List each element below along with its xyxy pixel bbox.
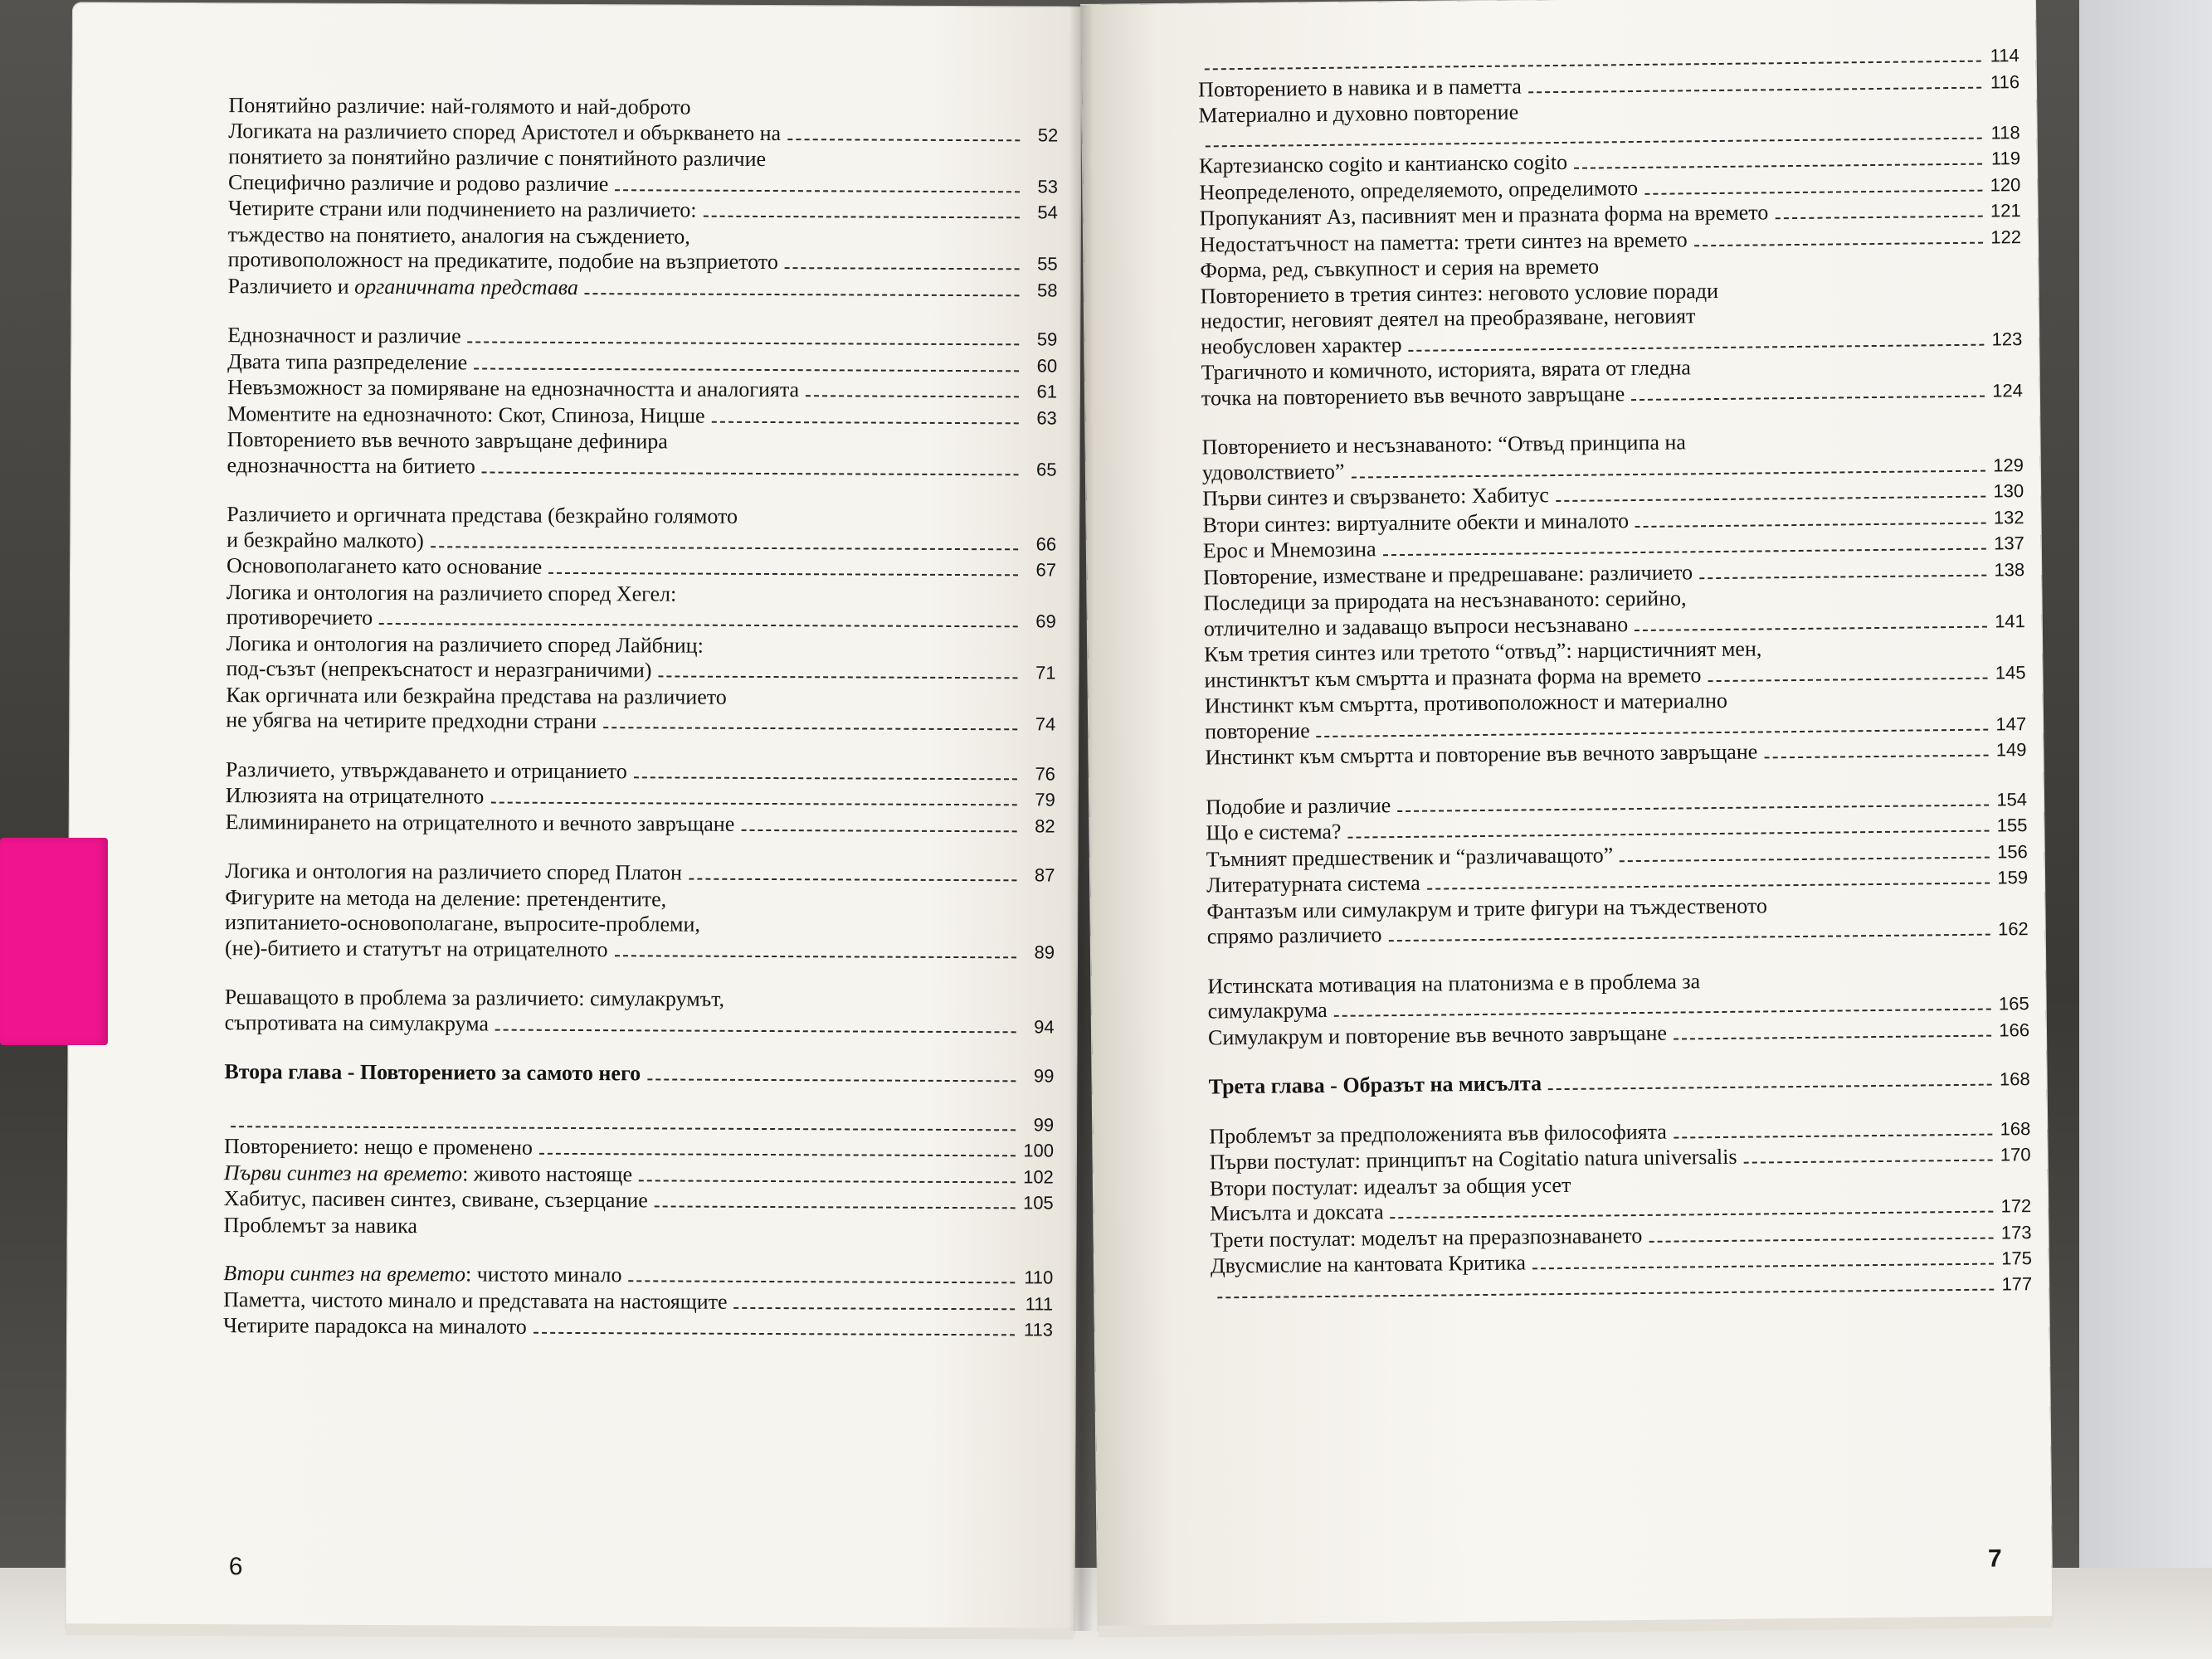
- toc-entry-title: Логика и онтология на различието според Платон: [225, 859, 683, 885]
- toc-entry-title: Втора глава - Повторението за самото него: [224, 1059, 641, 1086]
- dot-leader: [474, 367, 1019, 372]
- toc-page-number: 76: [1035, 762, 1056, 785]
- toc-page-number: 79: [1035, 789, 1055, 810]
- toc-entry-line: Форма, ред, съвкупност и серия на времето: [1200, 254, 1600, 283]
- toc-page-number: 159: [1997, 867, 2029, 888]
- dot-leader: [1206, 137, 1982, 147]
- toc-entry: [228, 119, 1058, 148]
- dot-leader: [741, 829, 1016, 831]
- toc-entry-title: Основополагането като основание: [226, 553, 543, 579]
- toc-entry-title: Мисълта и доксата: [1210, 1199, 1384, 1226]
- toc-entry-title: Специфично различие и родово различие: [228, 169, 609, 196]
- dot-leader: [1334, 1009, 1991, 1017]
- toc-page-number: 67: [1035, 559, 1057, 581]
- dot-leader: [639, 1180, 1016, 1183]
- dot-leader: [1635, 522, 1986, 527]
- toc-page-number: 175: [2001, 1248, 2033, 1269]
- toc-page-number: 114: [1990, 45, 2020, 66]
- dot-leader: [806, 395, 1019, 397]
- toc-entry-title: и безкрайно малкото): [227, 527, 424, 552]
- toc-entry-line: Материално и духовно повторение: [1198, 100, 1519, 128]
- toc-entry-title: Пропуканият Аз, пасивният мен и празната форма на времето: [1199, 200, 1769, 231]
- toc-entry-title: Картезианско cogito и кантианско cogito: [1198, 149, 1568, 178]
- toc-entry-line: Логика и онтология на различието според Лайбниц:: [226, 630, 704, 658]
- toc-entry-line: Понятийно различие: най-голямото и най-доброто: [228, 93, 691, 119]
- toc-entry-title: Проблемът за предположенията във философията: [1209, 1119, 1667, 1148]
- toc-entry-line: изпитанието-основополагане, въпросите-проблеми,: [225, 910, 700, 937]
- toc-entry-title: противоположност на предикатите, подобие на възприетото: [227, 247, 778, 275]
- toc-entry-title: еднозначността на битието: [227, 452, 475, 478]
- dot-leader: [231, 1126, 1016, 1131]
- toc-entry-line: Проблемът за навика: [223, 1212, 418, 1238]
- toc-entry-title: Различието, утвърждаването и отрицанието: [225, 757, 627, 783]
- toc-entry-title: спрямо различието: [1206, 922, 1382, 949]
- toc-entry-line: понятието за понятийно различие с понятийното различие: [228, 144, 767, 171]
- toc-page-number: 166: [1999, 1019, 2030, 1040]
- toc-entry: [226, 708, 1055, 737]
- dot-leader: [615, 955, 1016, 958]
- toc-entry-title: Трета глава - Образът на мисълта: [1208, 1071, 1542, 1099]
- toc-entry-title: Първи синтез на времето: живото настояще: [223, 1160, 633, 1186]
- toc-entry-title: удоволствието”: [1201, 459, 1345, 485]
- dot-leader: [785, 267, 1020, 270]
- toc-page-number: 69: [1035, 611, 1056, 632]
- toc-spacer: [225, 961, 1055, 988]
- toc-entry-title: Моментите на еднозначното: Скот, Спиноза, Ницше: [227, 401, 705, 428]
- toc-page-number: 138: [1994, 558, 2025, 581]
- toc-page-number: 59: [1036, 328, 1058, 350]
- toc-page-number: 168: [1999, 1068, 2030, 1090]
- toc-entry-title: Подобие и различие: [1205, 792, 1391, 819]
- toc-entry-title: Що е система?: [1206, 819, 1342, 845]
- toc-entry-line: Повторението и несъзнаваното: “Отвъд принципа на: [1201, 430, 1687, 460]
- toc-page-number: 141: [1994, 610, 2025, 632]
- toc-page-number: 165: [1998, 993, 2029, 1014]
- right-page-edge: [1098, 1616, 2052, 1637]
- toc-page-number: 74: [1035, 713, 1056, 735]
- toc-entry: [226, 757, 1055, 787]
- toc-entry: [227, 553, 1056, 583]
- dot-leader: [1528, 86, 1981, 93]
- toc-entry: [226, 810, 1055, 839]
- toc-page-number: 66: [1035, 533, 1057, 555]
- dot-leader: [712, 421, 1019, 424]
- dot-leader: [1644, 189, 1982, 194]
- toc-page-number: 111: [1025, 1292, 1054, 1315]
- right-toc-list: [1198, 43, 2033, 1305]
- toc-spacer: [226, 835, 1055, 862]
- toc-entry-title: под-съзът (непрекъснатост и неразграничими): [226, 656, 652, 683]
- toc-entry-title: Невъзможност за помиряване на еднозначността и аналогията: [227, 375, 800, 402]
- toc-entry-title: Логиката на различието според Аристотел и объркването на: [228, 118, 782, 145]
- dot-leader: [689, 878, 1017, 882]
- dot-leader: [1631, 395, 1985, 400]
- toc-entry-line: Различието и оргичната представа (безкрайно голямото: [227, 502, 738, 528]
- toc-entry-line: недостиг, неговият деятел на преобразяване, неговият: [1200, 304, 1696, 333]
- toc-entry: [224, 1186, 1054, 1216]
- toc-entry: [228, 247, 1058, 277]
- toc-entry-line: Втори постулат: идеалът за общия усет: [1209, 1172, 1571, 1200]
- toc-entry-title: повторение: [1205, 718, 1310, 743]
- toc-entry-title: необусловен характер: [1201, 332, 1402, 359]
- dot-leader: [1317, 728, 1988, 737]
- toc-spacer: [223, 1238, 1053, 1264]
- toc-entry-title: съпротивата на симулакрума: [224, 1010, 490, 1036]
- dot-leader: [634, 776, 1017, 780]
- toc-entry-title: Повторението: нещо е променено: [223, 1134, 533, 1160]
- toc-entry-title: отличително и задаващо въпроси несъзнавано: [1203, 611, 1629, 640]
- dot-leader: [1388, 934, 1990, 942]
- toc-page-number: 154: [1996, 788, 2028, 810]
- dot-leader: [1427, 883, 1990, 890]
- toc-page-number: 162: [1997, 918, 2029, 940]
- toc-page-number: 100: [1023, 1140, 1055, 1161]
- toc-entry: [227, 528, 1056, 557]
- dot-leader: [1708, 677, 1987, 682]
- toc-entry-title: симулакрума: [1207, 997, 1328, 1024]
- toc-entry: [224, 1059, 1054, 1089]
- toc-entry-line: Истинската мотивация на платонизма е в проблема за: [1207, 968, 1701, 998]
- toc-page-number: 123: [1991, 328, 2023, 350]
- dot-leader: [468, 341, 1020, 345]
- toc-page-number: 173: [2000, 1221, 2032, 1243]
- toc-page-number: 137: [1994, 533, 2024, 554]
- toc-entry-title: Симулакрум и повторение във вечното завръщане: [1207, 1020, 1668, 1049]
- toc-entry-title: Илюзията на отрицателното: [225, 783, 485, 809]
- toc-page-number: 89: [1034, 941, 1055, 963]
- toc-entry-title: Литературната система: [1206, 870, 1420, 898]
- toc-entry-title: Трети постулат: моделът на преразпознаването: [1210, 1223, 1643, 1252]
- dot-leader: [1620, 856, 1990, 862]
- toc-entry-line: Фигурите на метода на деление: претендентите,: [225, 884, 667, 911]
- dot-leader: [1649, 1237, 1993, 1242]
- toc-entry-title: Първи синтез и свързването: Хабитус: [1202, 483, 1549, 511]
- toc-entry-line: Повторението във вечното завръщане дефинира: [227, 427, 668, 454]
- left-page: [66, 2, 1081, 1632]
- toc-entry: [227, 349, 1057, 379]
- toc-page-number: 113: [1023, 1319, 1054, 1340]
- toc-entry: [227, 274, 1057, 304]
- dot-leader: [1391, 1211, 1994, 1219]
- toc-entry: [226, 783, 1055, 813]
- toc-entry-title: (не)-битието и статутът на отрицателното: [224, 935, 608, 961]
- toc-spacer: [226, 734, 1055, 761]
- dot-leader: [1532, 1263, 1994, 1270]
- toc-entry: [228, 196, 1058, 226]
- toc-page-number: 119: [1990, 148, 2021, 169]
- toc-entry-line: Трагичното и комичното, историята, вярата от гледна: [1201, 355, 1691, 385]
- toc-page-number: 124: [1992, 379, 2024, 401]
- toc-entry-title: Втори синтез на времето: чистото минало: [223, 1261, 622, 1287]
- dot-leader: [548, 572, 1018, 576]
- toc-page-number: 121: [1990, 200, 2021, 221]
- toc-page-number: 118: [1990, 121, 2020, 144]
- toc-entry-title: Четирите парадокса на миналото: [222, 1313, 527, 1339]
- dot-leader: [734, 1306, 1016, 1309]
- dot-leader: [1674, 1034, 1991, 1039]
- toc-spacer: [224, 1086, 1054, 1112]
- toc-page-number: 170: [2000, 1144, 2031, 1165]
- toc-entry-title: Недостатъчност на паметта: трети синтез на времето: [1199, 226, 1688, 257]
- toc-entry-line: Инстинкт към смъртта, противоположност и материално: [1204, 688, 1728, 718]
- dot-leader: [1348, 830, 1990, 839]
- toc-page-number: 82: [1035, 815, 1055, 837]
- dot-leader: [379, 623, 1018, 627]
- toc-entry: [225, 859, 1055, 888]
- right-page-number: 7: [1987, 1545, 2002, 1573]
- toc-entry: [227, 401, 1057, 431]
- toc-entry: [227, 323, 1057, 353]
- toc-page-number: 177: [2001, 1272, 2033, 1294]
- toc-entry-line: тъждество на понятието, аналогия на съждението,: [227, 221, 690, 249]
- toc-entry-line: Как оргичната или безкрайна представа на различието: [226, 682, 727, 709]
- toc-page-number: 53: [1037, 175, 1059, 197]
- toc-page-number: 60: [1036, 354, 1058, 377]
- toc-entry-line: Решаващото в проблема за различието: симулакрумът,: [224, 985, 725, 1011]
- toc-page-number: 122: [1990, 226, 2022, 248]
- dot-leader: [1548, 1084, 1992, 1091]
- toc-entry: [228, 170, 1058, 200]
- left-page-edge: [66, 1623, 1074, 1639]
- toc-entry-title: Инстинкт към смъртта и повторение във вечното завръщане: [1205, 739, 1758, 770]
- toc-page-number: 61: [1036, 381, 1058, 402]
- left-page-number: 6: [228, 1553, 243, 1581]
- toc-entry: [223, 1287, 1053, 1317]
- toc-page-number: 156: [1996, 840, 2028, 862]
- background-wall: [2079, 0, 2212, 1659]
- toc-entry-title: Четирите страни или подчинението на различието:: [227, 196, 697, 222]
- toc-entry-title: Повторението в навика и в паметта: [1197, 73, 1522, 102]
- toc-page-number: 94: [1034, 1015, 1055, 1038]
- dot-leader: [431, 546, 1018, 550]
- toc-entry: [227, 375, 1057, 405]
- toc-page-number: 99: [1033, 1065, 1055, 1087]
- dot-leader: [1556, 496, 1985, 502]
- toc-entry-title: противоречието: [226, 605, 373, 630]
- toc-entry-line: Повторението в третия синтез: неговото условие поради: [1200, 278, 1719, 309]
- toc-page-number: 63: [1036, 406, 1057, 429]
- toc-page-number: 120: [1990, 173, 2021, 196]
- dot-leader: [1383, 548, 1986, 557]
- toc-page-number: 99: [1033, 1113, 1055, 1136]
- dot-leader: [1397, 804, 1989, 811]
- toc-spacer: [227, 299, 1057, 326]
- dot-leader: [539, 1153, 1016, 1157]
- toc-page-number: 116: [1990, 71, 2020, 93]
- dot-leader: [1351, 469, 1985, 478]
- dot-leader: [1574, 163, 1982, 169]
- toc-entry: [223, 1261, 1053, 1291]
- dot-leader: [1674, 1133, 1992, 1138]
- toc-page-number: 102: [1023, 1165, 1054, 1188]
- dot-leader: [1409, 343, 1985, 351]
- toc-page-number: 71: [1035, 662, 1056, 684]
- toc-entry-title: Повторение, изместване и предрешаване: различието: [1203, 559, 1693, 589]
- toc-page-number: 129: [1993, 454, 2024, 476]
- bookmark-tab[interactable]: [0, 838, 108, 1045]
- toc-page-number: 54: [1037, 202, 1058, 223]
- dot-leader: [647, 1078, 1016, 1082]
- toc-page-number: 147: [1995, 713, 2027, 735]
- dot-leader: [490, 802, 1017, 806]
- dot-leader: [603, 727, 1017, 730]
- dot-leader: [1694, 241, 1983, 246]
- dot-leader: [787, 139, 1020, 141]
- toc-entry-title: Първи постулат: принципът на Cogitatio natura universalis: [1209, 1144, 1737, 1175]
- toc-page-number: 58: [1036, 279, 1058, 301]
- dot-leader: [1775, 216, 1982, 220]
- book-gutter: [1069, 5, 1094, 1631]
- dot-leader: [1764, 755, 1988, 759]
- toc-page-number: 132: [1993, 506, 2024, 528]
- toc-entry: [224, 1160, 1054, 1190]
- toc-page-number: 155: [1996, 815, 2028, 836]
- toc-spacer: [224, 1036, 1054, 1063]
- toc-entry: [224, 1109, 1054, 1138]
- dot-leader: [495, 1029, 1016, 1033]
- toc-entry-title: Двата типа разпределение: [227, 348, 468, 374]
- toc-entry-title: Различието и органичната представа: [227, 273, 578, 299]
- toc-entry-title: Ерос и Мнемозина: [1202, 537, 1376, 563]
- dot-leader: [534, 1332, 1015, 1336]
- dot-leader: [1699, 574, 1986, 579]
- toc-entry-title: не убягва на четирите предходни страни: [226, 708, 597, 734]
- toc-page-number: 65: [1036, 458, 1057, 480]
- toc-page-number: 172: [2000, 1195, 2032, 1217]
- toc-entry-title: Елиминирането на отрицателното и вечното завръщане: [225, 809, 735, 836]
- dot-leader: [1635, 625, 1987, 630]
- toc-entry: [225, 1010, 1055, 1040]
- dot-leader: [658, 675, 1017, 679]
- dot-leader: [482, 471, 1019, 475]
- toc-entry: [227, 453, 1057, 483]
- toc-entry-title: точка на повторението във вечното завръщане: [1201, 381, 1625, 411]
- toc-entry-title: Хабитус, пасивен синтез, свиване, съзерцание: [223, 1186, 648, 1213]
- dot-leader: [585, 293, 1020, 296]
- toc-entry-title: инстинктът към смъртта и празната форма на времето: [1204, 662, 1702, 692]
- left-toc-list: [223, 93, 1059, 1343]
- toc-page-number: 105: [1022, 1192, 1054, 1214]
- toc-entry: [227, 605, 1056, 635]
- dot-leader: [615, 189, 1020, 192]
- open-book: [50, 5, 2058, 1643]
- toc-entry-title: Паметта, чистото минало и представата на настоящите: [223, 1287, 728, 1314]
- toc-page-number: 87: [1034, 864, 1055, 886]
- toc-entry-title: Втори синтез: виртуалните обекти и миналото: [1202, 508, 1630, 537]
- right-page: [1081, 0, 2052, 1631]
- dot-leader: [628, 1280, 1015, 1283]
- toc-page-number: 55: [1037, 253, 1058, 275]
- toc-entry-line: Последици за природата на несъзнаваното: серийно,: [1203, 586, 1687, 615]
- dot-leader: [655, 1205, 1016, 1209]
- toc-entry: [225, 936, 1055, 966]
- toc-entry-title: Еднозначност и различие: [227, 323, 461, 348]
- toc-entry-line: Логика и онтология на различието според Хегел:: [226, 579, 677, 606]
- dot-leader: [703, 216, 1019, 219]
- toc-page-number: 145: [1995, 661, 2026, 684]
- toc-entry-title: Двусмислие на кантовата Критика: [1210, 1250, 1527, 1278]
- toc-page-number: 149: [1995, 739, 2027, 761]
- toc-spacer: [227, 479, 1056, 505]
- toc-entry-title: Неопределеното, определяемото, определимото: [1199, 175, 1639, 205]
- toc-page-number: 110: [1024, 1267, 1054, 1288]
- dot-leader: [1217, 1288, 1994, 1298]
- toc-entry: [226, 656, 1055, 686]
- toc-entry-title: Тъмният предшественик и “различаващото”: [1206, 842, 1614, 871]
- toc-entry: [223, 1313, 1053, 1343]
- toc-page-number: 130: [1993, 480, 2024, 502]
- dot-leader: [1205, 61, 1981, 71]
- toc-entry-line: Към третия синтез или третото “отвъд”: нарцистичният мен,: [1204, 636, 1762, 667]
- toc-entry: [224, 1134, 1054, 1164]
- toc-entry-line: Фантазъм или симулакрум и трите фигури на тъждественото: [1206, 893, 1768, 923]
- dot-leader: [1744, 1160, 1993, 1164]
- toc-page-number: 168: [2000, 1117, 2031, 1139]
- toc-page-number: 52: [1037, 124, 1059, 146]
